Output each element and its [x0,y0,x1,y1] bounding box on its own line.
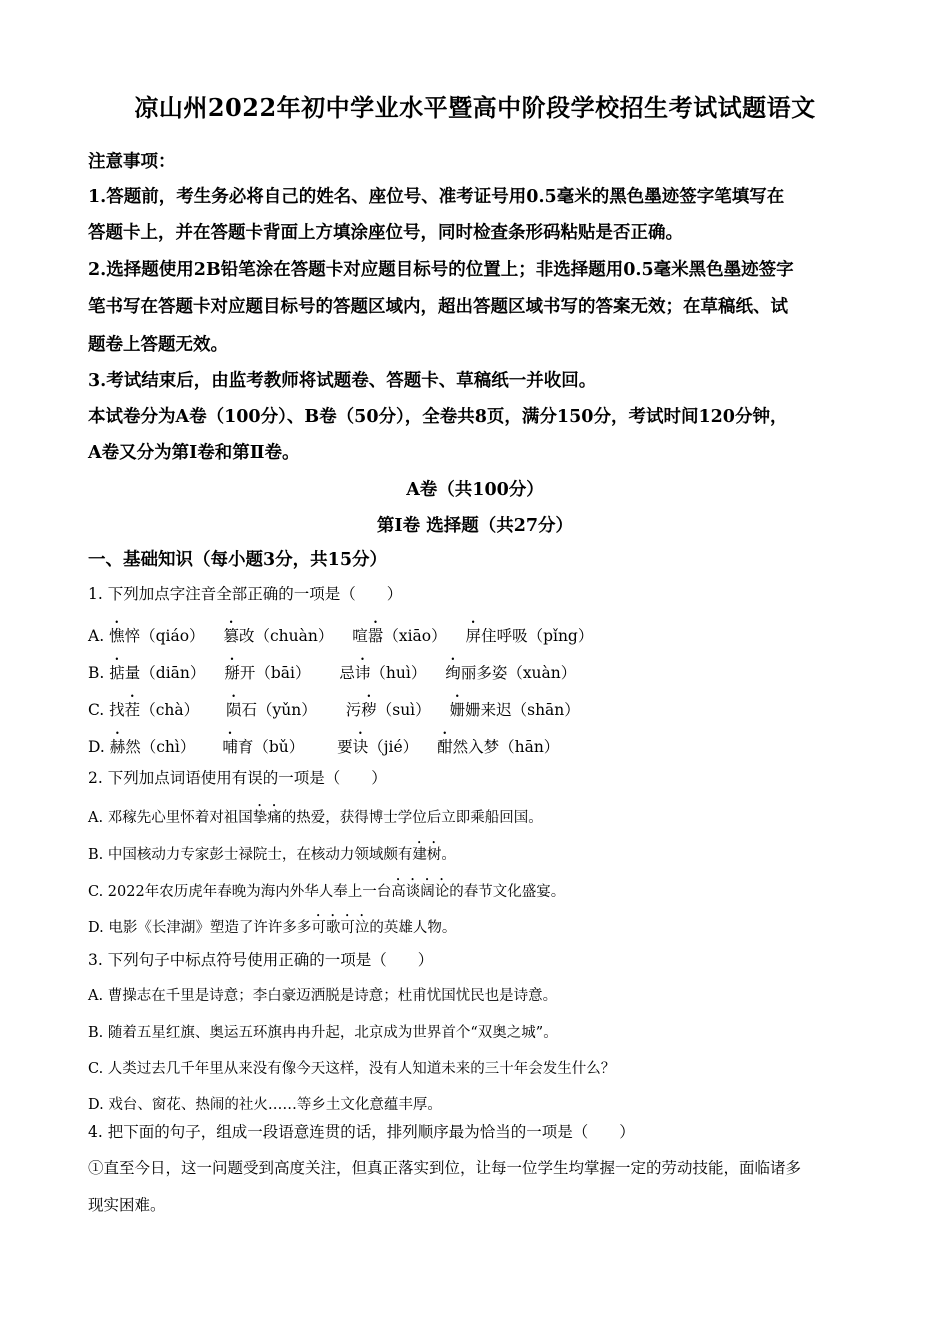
notice-line: 题卷上答题无效。 [88,335,228,355]
notice-line: 2.选择题使用2B铅笔涂在答题卡对应题目标号的位置上；非选择题用0.5毫米黑色墨迹签字 [88,260,794,280]
notice-line: A卷又分为第Ⅰ卷和第Ⅱ卷。 [88,443,300,463]
notice-line: 笔书写在答题卡对应题目标号的答题区域内，超出答题区域书写的答案无效；在草稿纸、试 [88,297,788,317]
q1-option-c: C. 找茬（chà） 陨石（yǔn） 污秽（suì） 姗姗来迟（shān） [88,701,580,719]
question-4-stem: 4. 把下面的句子，组成一段语意连贯的话，排列顺序最为恰当的一项是（ ） [88,1123,635,1141]
notice-heading: 注意事项： [88,152,176,172]
q2-option-a: A. 邓稼先心里怀着对祖国挚痛的热爱，获得博士学位后立即乘船回国。 [88,810,543,826]
notice-line: 本试卷分为A卷（100分）、B卷（50分），全卷共8页，满分150分，考试时间120分钟， [88,407,788,427]
notice-line: 1.答题前，考生务必将自己的姓名、座位号、准考证号用0.5毫米的黑色墨迹签字笔填写在 [88,187,785,207]
question-3-stem: 3. 下列句子中标点符号使用正确的一项是（ ） [88,951,434,969]
question-2-stem: 2. 下列加点词语使用有误的一项是（ ） [88,769,387,787]
q3-option-c: C. 人类过去几千年里从来没有像今天这样，没有人知道未来的三十年会发生什么？ [88,1061,616,1077]
q3-option-a: A. 曹操志在千里是诗意；李白豪迈洒脱是诗意；杜甫忧国忧民也是诗意。 [88,988,558,1004]
page-title: 凉山州2022年初中学业水平暨高中阶段学校招生考试试题语文 [134,93,816,122]
section-a-heading: A卷（共100分） [406,480,544,500]
q4-sentence-1: ①直至今日，这一问题受到高度关注，但真正落实到位，让每一位学生均掌握一定的劳动技能，面临诸多 [88,1159,802,1177]
q4-sentence-1-cont: 现实困难。 [88,1196,166,1214]
notice-line: 3.考试结束后，由监考教师将试题卷、答题卡、草稿纸一并收回。 [88,371,597,391]
q2-option-c: C. 2022年农历虎年春晚为海内外华人奉上一台高谈阔论的春节文化盛宴。 [88,884,566,900]
q3-option-d: D. 戏台、窗花、热闹的社火……等乡土文化意蕴丰厚。 [88,1097,442,1113]
q1-option-b: B. 掂量（diān） 掰开（bāi） 忌讳（huì） 绚丽多姿（xuàn） [88,664,577,682]
question-1-stem: 1. 下列加点字注音全部正确的一项是（ ） [88,585,403,603]
q1-option-d: D. 赫然（chì） 哺育（bǔ） 要诀（jié） 酣然入梦（hān） [88,738,560,756]
q1-option-a: A. 憔悴（qiáo） 篡改（chuàn） 喧嚣（xiāo） 屏住呼吸（pǐng） [88,627,594,645]
group-1-heading: 一、基础知识（每小题3分，共15分） [88,550,388,570]
q2-option-b: B. 中国核动力专家彭士禄院士，在核动力领域颇有建树。 [88,847,456,863]
notice-line: 答题卡上，并在答题卡背面上方填涂座位号，同时检查条形码粘贴是否正确。 [88,223,683,243]
part-1-heading: 第Ⅰ卷 选择题（共27分） [376,516,574,536]
q3-option-b: B. 随着五星红旗、奥运五环旗冉冉升起，北京成为世界首个“双奥之城”。 [88,1025,558,1041]
q2-option-d: D. 电影《长津湖》塑造了许许多多可歌可泣的英雄人物。 [88,920,457,936]
